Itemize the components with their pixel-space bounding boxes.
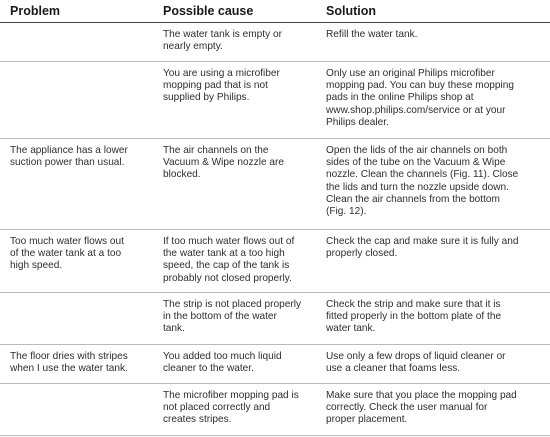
cell-line: Vacuum & Wipe nozzle are [163, 157, 284, 169]
cell-line: Use only a few drops of liquid cleaner or [326, 351, 506, 362]
cell-line: when I use the water tank. [10, 363, 128, 375]
cell-line: speed, the cap of the tank is [163, 260, 290, 272]
cell-line: high speed. [10, 260, 63, 272]
cell-line: the lids and turn the nozzle upside down. [326, 181, 509, 193]
table-row [0, 293, 550, 345]
cell-line: sides of the tube on the Vacuum & Wipe [326, 157, 506, 169]
cell-line: You added too much liquid [163, 351, 282, 362]
cell-line: Check the strip and make sure that it is [326, 299, 501, 310]
cause-cell [163, 351, 282, 375]
table-row [0, 23, 550, 62]
table-header [0, 0, 550, 23]
cell-line: If too much water flows out of [163, 236, 295, 247]
cause-cell [163, 68, 280, 105]
cell-line: water tank. [326, 323, 376, 335]
cell-line: mopping pad. You can buy these mopping [326, 80, 515, 92]
cell-line: correctly. Check the user manual for [326, 402, 488, 414]
cell-line: Open the lids of the air channels on both [326, 145, 508, 156]
solution-cell [326, 390, 517, 427]
cell-line: The microfiber mopping pad is [163, 390, 299, 401]
cause-cell [163, 299, 301, 336]
cell-line: nearly empty. [163, 41, 223, 53]
cell-line: Clean the air channels from the bottom [326, 193, 500, 205]
solution-cell [326, 351, 506, 375]
cell-line: probably not closed properly. [163, 272, 292, 284]
cell-line: blocked. [163, 169, 201, 181]
solution-cell [326, 68, 514, 129]
cell-line: supplied by Philips. [163, 92, 250, 104]
cell-line: properly closed. [326, 248, 398, 260]
cell-line: the water tank at a too high [163, 248, 285, 260]
table-row [0, 384, 550, 436]
header-problem: Problem [10, 4, 61, 18]
cell-line: Only use an original Philips microfiber [326, 68, 495, 79]
cell-line: not placed correctly and [163, 402, 271, 414]
cell-line: Too much water flows out [10, 236, 124, 247]
cell-line: Check the cap and make sure it is fully and [326, 236, 519, 247]
cell-line: use a cleaner that foams less. [326, 363, 461, 375]
solution-cell [326, 29, 417, 41]
cell-line: nozzle. Clean the channels (Fig. 11). Close [326, 169, 519, 181]
problem-cell [10, 145, 128, 169]
cell-line: suction power than usual. [10, 157, 125, 169]
cell-line: Refill the water tank. [326, 29, 418, 40]
cause-cell [163, 29, 282, 53]
cell-line: proper placement. [326, 414, 408, 426]
table-row [0, 62, 550, 139]
cell-line: in the bottom of the water [163, 311, 277, 323]
cell-line: fitted properly in the bottom plate of the [326, 311, 502, 323]
cell-line: (Fig. 12). [326, 206, 367, 218]
cell-line: The air channels on the [163, 145, 269, 156]
table-row [0, 139, 550, 230]
cell-line: creates stripes. [163, 414, 232, 426]
solution-cell [326, 145, 518, 218]
solution-cell [326, 236, 518, 260]
cell-line: of the water tank at a too [10, 248, 122, 260]
cell-line: The strip is not placed properly [163, 299, 302, 310]
problem-cell [10, 236, 124, 273]
cell-line: The water tank is empty or [163, 29, 282, 40]
cause-cell [163, 390, 299, 427]
cell-line: cleaner to the water. [163, 363, 254, 375]
cell-line: pads in the online Philips shop at [326, 92, 474, 104]
cause-cell [163, 145, 284, 182]
cell-line: The floor dries with stripes [10, 351, 128, 362]
header-solution: Solution [326, 4, 376, 18]
cell-line: mopping pad that is not [163, 80, 268, 92]
cause-cell [163, 236, 294, 285]
table-row [0, 230, 550, 293]
cell-line: www.shop.philips.com/service or at your [326, 104, 506, 116]
solution-cell [326, 299, 501, 336]
cell-line: Make sure that you place the mopping pad [326, 390, 517, 401]
cell-line: You are using a microfiber [163, 68, 280, 79]
header-possible-cause: Possible cause [163, 4, 254, 18]
cell-line: The appliance has a lower [10, 145, 128, 156]
cell-line: Philips dealer. [326, 116, 389, 128]
cell-line: tank. [163, 323, 185, 335]
problem-cell [10, 351, 128, 375]
table-row [0, 345, 550, 384]
